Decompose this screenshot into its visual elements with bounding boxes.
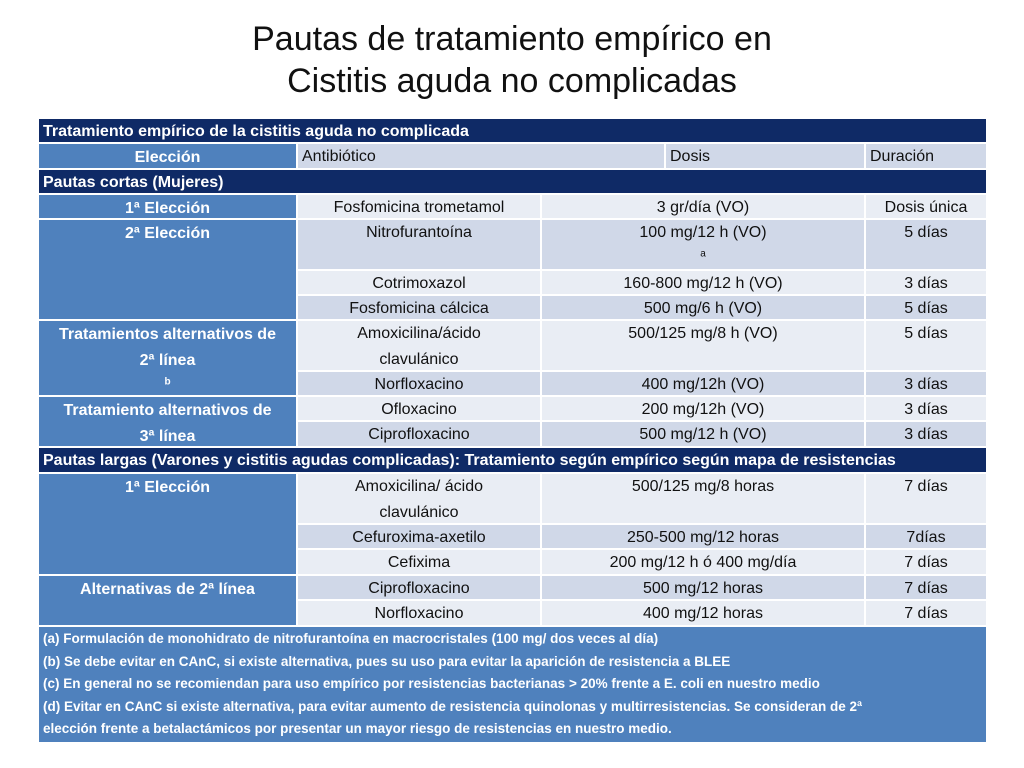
label-primera-eleccion: 1ª Elección <box>38 194 297 219</box>
table-cell-duration: 5 días <box>865 295 987 320</box>
antibiotic-text: clavulánico <box>379 504 459 521</box>
antibiotic-text: Amoxicilina/ ácido <box>354 478 484 495</box>
table-cell-dose: 500 mg/6 h (VO) <box>541 295 865 320</box>
section-pautas-largas: Pautas largas (Varones y cistitis agudas complicadas): Tratamiento según empírico según mapa de resistencias <box>38 447 987 473</box>
table-cell-dose: 500/125 mg/8 h (VO) <box>541 320 865 371</box>
table-cell-duration: 3 días <box>865 396 987 421</box>
footnote: (c) En general no se recomiendan para uso empírico por resistencias bacterianas > 20% frente a E. coli en nuestro medio <box>43 676 820 692</box>
table-cell-dose: 3 gr/día (VO) <box>541 194 865 219</box>
label-segunda-eleccion: 2ª Elección <box>38 219 297 320</box>
footnote: (a) Formulación de monohidrato de nitrofurantoína en macrocristales (100 mg/ dos veces al día) <box>43 631 659 646</box>
table-cell-dose <box>541 219 865 270</box>
table-cell-duration: 5 días <box>865 320 987 371</box>
table-cell-dose: 400 mg/12h (VO) <box>541 371 865 396</box>
table-cell-antibiotic <box>297 270 541 295</box>
column-header-duracion: Duración <box>865 143 987 169</box>
slide-title-line-1: Pautas de tratamiento empírico en <box>252 20 772 58</box>
table-cell-antibiotic: Fosfomicina cálcica <box>297 295 541 320</box>
antibiotic-text: Ciprofloxacino <box>368 426 470 443</box>
footnote-marker: b <box>164 376 171 388</box>
treatment-table <box>38 118 987 743</box>
slide-title <box>0 18 1024 102</box>
table-cell-duration: 7 días <box>865 549 987 575</box>
label-line: 2ª línea <box>139 352 196 369</box>
table-cell-duration: 5 días <box>865 219 987 270</box>
column-header-antibiotico: Antibiótico <box>297 143 665 169</box>
footnotes <box>38 626 987 743</box>
table-cell-duration: 3 días <box>865 270 987 295</box>
antibiotic-text: Amoxicilina/ácido <box>357 325 481 342</box>
table-cell-duration: 7 días <box>865 473 987 524</box>
table-cell-dose: 250-500 mg/12 horas <box>541 524 865 549</box>
label-line: Tratamiento alternativos de <box>63 402 272 419</box>
column-header-dosis: Dosis <box>665 143 865 169</box>
table-cell-dose: 500/125 mg/8 horas <box>541 473 865 524</box>
table-cell-dose: 200 mg/12 h ó 400 mg/día <box>541 549 865 575</box>
label-alternativas-2-linea: Alternativas de 2ª línea <box>38 575 297 626</box>
table-cell-dose: 400 mg/12 horas <box>541 600 865 626</box>
table-cell-antibiotic <box>297 473 541 524</box>
table-cell-duration: 3 días <box>865 371 987 396</box>
antibiotic-text: Norfloxacino <box>374 605 464 622</box>
footnote: (b) Se debe evitar en CAnC, si existe alternativa, pues su uso para evitar la aparición de resistencia a BLEE <box>43 653 731 669</box>
table-cell-antibiotic: Norfloxacino <box>297 371 541 396</box>
table-cell-duration: 7 días <box>865 600 987 626</box>
label-line: 3ª línea <box>139 428 196 445</box>
slide-title-line-2: Cistitis aguda no complicadas <box>287 62 737 100</box>
table-header: Tratamiento empírico de la cistitis aguda no complicada <box>38 118 987 143</box>
label-alternativos-3-linea <box>38 396 297 447</box>
footnote-marker: a <box>700 248 706 260</box>
footnote: (d) Evitar en CAnC si existe alternativa, para evitar aumento de resistencia quinolonas y multirresistencias. Se consideran de 2ª <box>43 698 863 714</box>
antibiotic-text: Ciprofloxacino <box>368 580 470 597</box>
table-cell-dose: 200 mg/12h (VO) <box>541 396 865 421</box>
table-cell-duration: Dosis única <box>865 194 987 219</box>
column-header-eleccion: Elección <box>38 143 297 169</box>
table-cell-dose: 500 mg/12 h (VO) <box>541 421 865 447</box>
label-primera-eleccion-larga: 1ª Elección <box>38 473 297 575</box>
table-cell-antibiotic <box>297 575 541 600</box>
table-cell-dose: 500 mg/12 horas <box>541 575 865 600</box>
antibiotic-text: Cotrimoxazol <box>372 275 466 292</box>
table-cell-antibiotic: Cefuroxima-axetilo <box>297 524 541 549</box>
antibiotic-text: clavulánico <box>379 351 459 368</box>
table-cell-antibiotic <box>297 320 541 371</box>
table-cell-antibiotic: Fosfomicina trometamol <box>297 194 541 219</box>
table-cell-antibiotic: Cefixima <box>297 549 541 575</box>
footnote: elección frente a betalactámicos por presentar un mayor riesgo de resistencias en nuestro medio. <box>43 721 672 737</box>
label-alternativos-2-linea <box>38 320 297 396</box>
table-cell-duration: 3 días <box>865 421 987 447</box>
table-cell-antibiotic <box>297 600 541 626</box>
table-cell-antibiotic <box>297 421 541 447</box>
table-cell-duration: 7 días <box>865 575 987 600</box>
label-line: Tratamientos alternativos de <box>59 326 276 343</box>
section-pautas-cortas: Pautas cortas (Mujeres) <box>38 169 987 194</box>
dose-text: 100 mg/12 h (VO) <box>639 224 767 241</box>
table-cell-antibiotic: Nitrofurantoína <box>297 219 541 270</box>
table-cell-duration: 7días <box>865 524 987 549</box>
table-cell-dose: 160-800 mg/12 h (VO) <box>541 270 865 295</box>
antibiotic-text: Ofloxacino <box>381 401 457 418</box>
table-cell-antibiotic <box>297 396 541 421</box>
